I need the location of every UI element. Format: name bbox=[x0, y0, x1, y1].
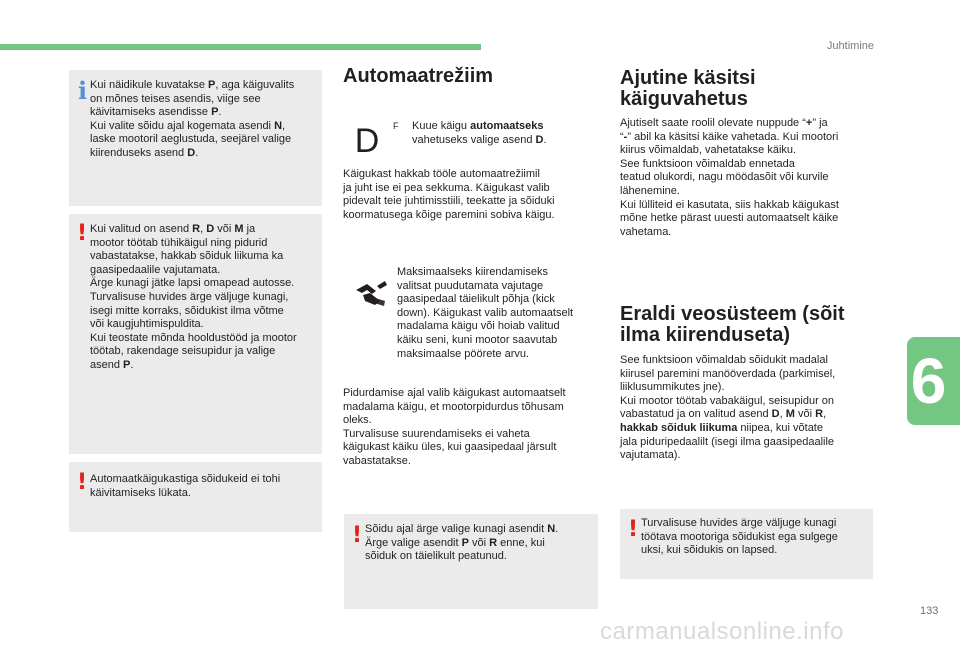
manual-shift-section bbox=[620, 68, 876, 110]
warning-text: Kui valitud on asend R, D või M ja mootor töötab tühikäigul ning pidurid vabastatakse, hakkab sõiduk liikuma ka gaasipedaalile vajutamata. Ärge kunagi jätke lapsi omapead autosse. Turvalisuse huvides ärge väljuge kunagi, isegi mitte korraks, sõidukist ilma võtme või kaugjuhtimispuldita. Kui teostate mõnda hooldustööd ja mootor töötab, rakendage seisupidur ja valige asend P. bbox=[90, 223, 297, 371]
watermark: carmanualsonline.info bbox=[600, 618, 844, 645]
warning-box-neutral bbox=[344, 514, 598, 609]
page-number: 133 bbox=[920, 605, 939, 617]
braking-text: Pidurdamise ajal valib käigukast automaatselt madalama käigu, et mootorpidurdus tõhusam oleks. Turvalisuse suurendamiseks ei vaheta käigukast käiku üles, kui gaasipedaal järsult vabastatakse. bbox=[343, 387, 566, 467]
automatic-mode-text: Käigukast hakkab tööle automaatrežiimil ja juht ise ei pea sekkuma. Käigukast valib pidevalt teie juhtimisstiili, teekatte ja sõiduki koormatusega kõige paremini sobiva käigu. bbox=[343, 168, 555, 221]
warning-text: Sõidu ajal ärge valige kunagi asendit N. Ärge valige asendit P või R enne, kui sõiduk on täielikult peatunud. bbox=[365, 523, 559, 563]
info-text: Kui näidikule kuvatakse P, aga käiguvalits on mõnes teises asendis, viige see käivitamiseks asendisse P. Kui valite sõidu ajal kogemata asendi N, laske mootoril aeglustuda, seejärel valige kiirenduseks asend D. bbox=[90, 79, 295, 159]
section-title: Juhtimine bbox=[826, 40, 874, 52]
section-heading: Ajutine käsitsi käiguvahetus bbox=[620, 67, 756, 110]
manual-shift-text: Ajutiselt saate roolil olevate nuppude “+” ja “-” abil ka käsitsi käike vahetada. Kui mootori kiirus võimaldab, vahetatakse käiku. See funktsioon võimaldab ennetada teatud olukordi, nagu möödasõit või kurvile lähenemine. Kui lülliteid ei kasutata, siis hakkab käigukast mõne hetke pärast uuesti automaatselt käike vahetama. bbox=[620, 117, 839, 238]
info-icon: i bbox=[78, 76, 88, 105]
select-d-step: F Kuue käigu automaatseks vahetuseks valige asend D. bbox=[393, 120, 547, 146]
gear-d-symbol: D bbox=[354, 122, 380, 160]
info-box bbox=[69, 70, 322, 206]
warning-icon: ! bbox=[77, 221, 88, 246]
kickdown-pedal-icon bbox=[354, 281, 388, 307]
header-color-bar bbox=[0, 44, 481, 50]
creep-mode-text: See funktsioon võimaldab sõidukit madalal kiirusel paremini manööverdada (parkimisel, liiklusummikutes jne). Kui mootor töötab vabakäigul, seisupidur on vabastatud ja on valitud asend D, M või R, hakkab sõiduk liikuma niipea, kui võtate jala piduripedaalilt (isegi ilma gaasipedaalile vajutamata). bbox=[620, 354, 836, 462]
section-heading: Eraldi veosüsteem (sõit ilma kiirenduseta) bbox=[620, 303, 845, 346]
section-heading: Automaatrežiim bbox=[343, 65, 494, 87]
warning-box-children bbox=[620, 509, 873, 579]
bullet-icon: F bbox=[393, 121, 399, 131]
warning-box-engine-idle bbox=[69, 214, 322, 454]
warning-icon: ! bbox=[77, 470, 88, 495]
automatic-mode-section bbox=[343, 66, 599, 87]
chapter-tab: 6 bbox=[907, 337, 960, 425]
creep-mode-section bbox=[620, 304, 876, 346]
warning-text: Turvalisuse huvides ärge väljuge kunagi töötava mootoriga sõidukist ega sulgege uksi, kui sõidukis on lapsed. bbox=[641, 517, 838, 557]
warning-text: Automaatkäigukastiga sõidukeid ei tohi käivitamiseks lükata. bbox=[90, 473, 281, 499]
warning-icon: ! bbox=[628, 517, 639, 542]
warning-icon: ! bbox=[352, 523, 363, 548]
warning-box-push-start bbox=[69, 462, 322, 532]
kickdown-text: Maksimaalseks kiirendamiseks valitsat puudutamata vajutage gaasipedaal täielikult põhja (kick down). Käigukast valib automaatselt madalama käigu või hoiab valitud käiku seni, kuni mootor saavutab maksimaalse pöörete arvu. bbox=[397, 266, 574, 360]
